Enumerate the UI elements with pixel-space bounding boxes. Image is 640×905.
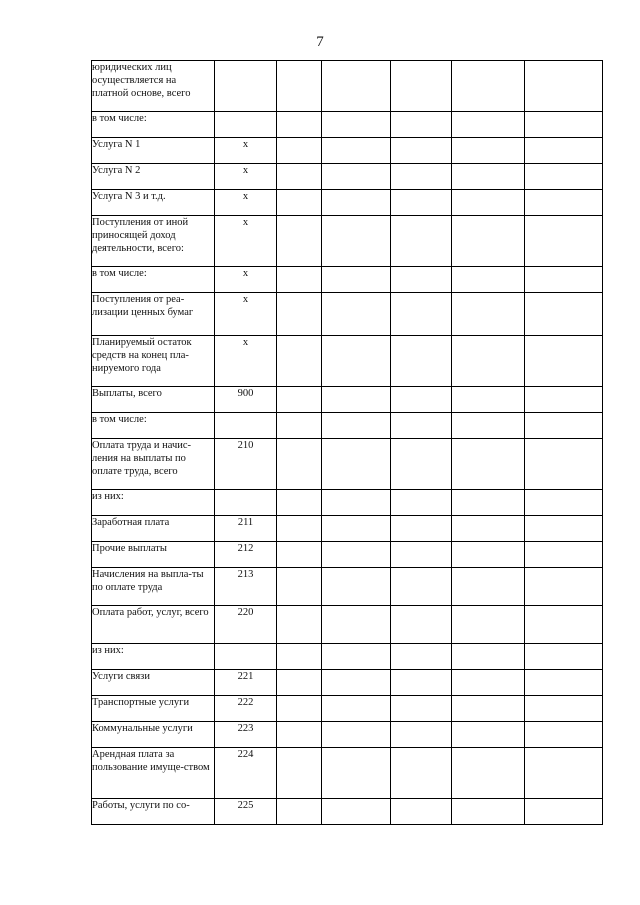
value-cell: [391, 748, 452, 799]
value-cell: [525, 670, 603, 696]
table-row: [92, 112, 603, 138]
value-cell: [391, 670, 452, 696]
value-cell: [452, 216, 525, 267]
value-cell: [452, 387, 525, 413]
row-code: x: [215, 190, 277, 216]
row-label: Планируемый остаток средств на конец пла-нируемого года: [92, 336, 215, 387]
value-cell: [452, 568, 525, 606]
row-label: Услуга N 3 и т.д.: [92, 190, 215, 216]
value-cell: [391, 387, 452, 413]
row-code: x: [215, 138, 277, 164]
row-code: x: [215, 267, 277, 293]
row-code: x: [215, 164, 277, 190]
value-cell: [452, 606, 525, 644]
value-cell: [525, 542, 603, 568]
table-row: [92, 516, 603, 542]
row-label: Оплата труда и начис-ления на выплаты по оплате труда, всего: [92, 439, 215, 490]
table-row: [92, 696, 603, 722]
value-cell: [277, 138, 322, 164]
value-cell: [452, 670, 525, 696]
value-cell: [277, 439, 322, 490]
value-cell: [391, 722, 452, 748]
value-cell: [391, 336, 452, 387]
value-cell: [452, 190, 525, 216]
table-row: [92, 606, 603, 644]
row-label: Услуга N 2: [92, 164, 215, 190]
row-label: Поступления от иной приносящей доход деятельности, всего:: [92, 216, 215, 267]
value-cell: [452, 61, 525, 112]
value-cell: [277, 606, 322, 644]
row-code: [215, 644, 277, 670]
row-label: Арендная плата за пользование имуще-ством: [92, 748, 215, 799]
value-cell: [525, 112, 603, 138]
row-label: Заработная плата: [92, 516, 215, 542]
value-cell: [391, 61, 452, 112]
value-cell: [322, 490, 391, 516]
value-cell: [277, 799, 322, 825]
value-cell: [452, 293, 525, 336]
row-code: 211: [215, 516, 277, 542]
value-cell: [322, 190, 391, 216]
value-cell: [525, 696, 603, 722]
table-row: [92, 568, 603, 606]
value-cell: [322, 387, 391, 413]
value-cell: [277, 568, 322, 606]
value-cell: [322, 293, 391, 336]
value-cell: [322, 722, 391, 748]
value-cell: [391, 516, 452, 542]
value-cell: [525, 722, 603, 748]
value-cell: [277, 293, 322, 336]
value-cell: [322, 164, 391, 190]
table-row: [92, 190, 603, 216]
value-cell: [277, 748, 322, 799]
table-row: [92, 61, 603, 112]
value-cell: [322, 516, 391, 542]
value-cell: [452, 112, 525, 138]
value-cell: [391, 606, 452, 644]
value-cell: [277, 644, 322, 670]
value-cell: [277, 542, 322, 568]
table-row: [92, 722, 603, 748]
table-row: [92, 644, 603, 670]
value-cell: [322, 61, 391, 112]
value-cell: [391, 644, 452, 670]
value-cell: [525, 516, 603, 542]
table-row: [92, 293, 603, 336]
value-cell: [391, 439, 452, 490]
row-code: [215, 112, 277, 138]
row-code: [215, 61, 277, 112]
value-cell: [277, 490, 322, 516]
row-code: 213: [215, 568, 277, 606]
financial-plan-table: [91, 60, 603, 825]
value-cell: [525, 799, 603, 825]
table-row: [92, 748, 603, 799]
value-cell: [322, 112, 391, 138]
row-code: x: [215, 336, 277, 387]
row-label: Услуги связи: [92, 670, 215, 696]
table-row: [92, 439, 603, 490]
value-cell: [525, 61, 603, 112]
value-cell: [277, 336, 322, 387]
value-cell: [452, 722, 525, 748]
value-cell: [452, 516, 525, 542]
value-cell: [322, 336, 391, 387]
value-cell: [391, 216, 452, 267]
value-cell: [452, 138, 525, 164]
row-label: Коммунальные услуги: [92, 722, 215, 748]
row-code: [215, 413, 277, 439]
value-cell: [277, 696, 322, 722]
table-row: [92, 267, 603, 293]
value-cell: [391, 112, 452, 138]
value-cell: [277, 164, 322, 190]
row-label: Транспортные услуги: [92, 696, 215, 722]
value-cell: [322, 138, 391, 164]
value-cell: [452, 439, 525, 490]
value-cell: [391, 413, 452, 439]
row-code: 223: [215, 722, 277, 748]
value-cell: [277, 670, 322, 696]
row-label: Работы, услуги по со-: [92, 799, 215, 825]
value-cell: [525, 267, 603, 293]
row-code: [215, 490, 277, 516]
row-code: 900: [215, 387, 277, 413]
value-cell: [391, 293, 452, 336]
row-label: Поступления от реа-лизации ценных бумаг: [92, 293, 215, 336]
value-cell: [525, 190, 603, 216]
value-cell: [277, 61, 322, 112]
value-cell: [452, 267, 525, 293]
value-cell: [452, 164, 525, 190]
value-cell: [277, 112, 322, 138]
value-cell: [277, 267, 322, 293]
value-cell: [277, 413, 322, 439]
value-cell: [391, 799, 452, 825]
value-cell: [277, 516, 322, 542]
value-cell: [452, 336, 525, 387]
value-cell: [452, 644, 525, 670]
value-cell: [525, 439, 603, 490]
row-code: 222: [215, 696, 277, 722]
value-cell: [525, 490, 603, 516]
value-cell: [322, 542, 391, 568]
row-label: в том числе:: [92, 267, 215, 293]
table-row: [92, 164, 603, 190]
value-cell: [391, 164, 452, 190]
value-cell: [391, 190, 452, 216]
row-code: 212: [215, 542, 277, 568]
value-cell: [391, 267, 452, 293]
value-cell: [277, 722, 322, 748]
value-cell: [525, 293, 603, 336]
table-row: [92, 336, 603, 387]
row-label: Начисления на выпла-ты по оплате труда: [92, 568, 215, 606]
value-cell: [525, 216, 603, 267]
value-cell: [391, 696, 452, 722]
value-cell: [452, 696, 525, 722]
value-cell: [525, 336, 603, 387]
value-cell: [322, 670, 391, 696]
value-cell: [525, 164, 603, 190]
table-row: [92, 670, 603, 696]
value-cell: [525, 387, 603, 413]
page-number: 7: [316, 34, 324, 50]
table-row: [92, 216, 603, 267]
table-row: [92, 387, 603, 413]
value-cell: [322, 644, 391, 670]
value-cell: [391, 138, 452, 164]
value-cell: [452, 413, 525, 439]
table-row: [92, 413, 603, 439]
table-body: [92, 61, 603, 825]
value-cell: [525, 568, 603, 606]
table-row: [92, 542, 603, 568]
row-label: Выплаты, всего: [92, 387, 215, 413]
row-code: 220: [215, 606, 277, 644]
row-code: x: [215, 216, 277, 267]
value-cell: [452, 490, 525, 516]
value-cell: [322, 748, 391, 799]
row-label: юридических лиц осуществляется на платной основе, всего: [92, 61, 215, 112]
value-cell: [322, 799, 391, 825]
value-cell: [525, 138, 603, 164]
table-row: [92, 490, 603, 516]
value-cell: [277, 216, 322, 267]
row-code: 221: [215, 670, 277, 696]
value-cell: [452, 748, 525, 799]
row-code: 224: [215, 748, 277, 799]
value-cell: [525, 413, 603, 439]
value-cell: [391, 542, 452, 568]
value-cell: [322, 413, 391, 439]
row-label: из них:: [92, 490, 215, 516]
row-label: в том числе:: [92, 112, 215, 138]
value-cell: [322, 267, 391, 293]
value-cell: [322, 568, 391, 606]
value-cell: [277, 387, 322, 413]
row-label: Услуга N 1: [92, 138, 215, 164]
row-code: x: [215, 293, 277, 336]
value-cell: [452, 799, 525, 825]
value-cell: [525, 748, 603, 799]
value-cell: [322, 216, 391, 267]
value-cell: [277, 190, 322, 216]
value-cell: [391, 490, 452, 516]
value-cell: [525, 606, 603, 644]
row-label: в том числе:: [92, 413, 215, 439]
table-row: [92, 799, 603, 825]
row-code: 225: [215, 799, 277, 825]
row-label: Оплата работ, услуг, всего: [92, 606, 215, 644]
value-cell: [391, 568, 452, 606]
value-cell: [322, 439, 391, 490]
value-cell: [322, 696, 391, 722]
value-cell: [322, 606, 391, 644]
value-cell: [525, 644, 603, 670]
row-code: 210: [215, 439, 277, 490]
value-cell: [452, 542, 525, 568]
row-label: Прочие выплаты: [92, 542, 215, 568]
row-label: из них:: [92, 644, 215, 670]
table-row: [92, 138, 603, 164]
